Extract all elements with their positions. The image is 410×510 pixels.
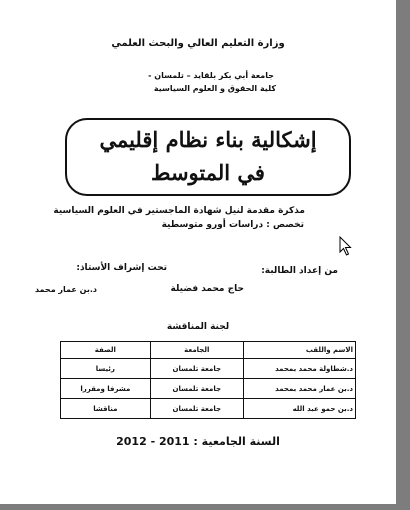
ministry-heading: وزارة التعليم العالي والبحث العلمي <box>111 38 285 49</box>
jury-member-name: د.شطاولة محمد بمحمد <box>243 359 355 379</box>
jury-member-role: مناقشا <box>61 399 151 419</box>
jury-header-role: الصفة <box>61 342 151 359</box>
academic-year: السنة الجامعية : 2011 - 2012 <box>116 435 280 448</box>
jury-header-university: الجامعة <box>150 342 243 359</box>
jury-header-name: الاسم واللقب <box>243 342 355 359</box>
student-label: من إعداد الطالبة: <box>261 266 338 276</box>
jury-member-university: جامعة تلمسان <box>150 359 243 379</box>
jury-member-university: جامعة تلمسان <box>150 379 243 399</box>
committee-title: لجنة المناقشة <box>166 322 230 332</box>
table-row <box>61 399 356 419</box>
faculty-name: كلية الحقوق و العلوم السياسية <box>153 84 276 93</box>
jury-header-row <box>61 342 356 359</box>
university-name: جامعة أبي بكر بلقايد – تلمسان - <box>148 71 274 80</box>
jury-member-name: د.بن عمار محمد بمحمد <box>243 379 355 399</box>
thesis-title-box <box>65 118 351 196</box>
supervisor-name: د.بن عمار محمد <box>34 285 97 294</box>
jury-member-role: رئيسا <box>61 359 151 379</box>
table-row <box>61 359 356 379</box>
thesis-title-line1: إشكالية بناء نظام إقليمي <box>99 127 317 152</box>
supervisor-label: تحت إشراف الأستاذ: <box>76 263 167 273</box>
student-name: حاج محمد فضيلة <box>170 284 244 294</box>
jury-member-university: جامعة تلمسان <box>150 399 243 419</box>
table-row <box>61 379 356 399</box>
thesis-title-line2: في المتوسط <box>151 160 265 185</box>
specialization-line: تخصص : دراسات أورو متوسطية <box>161 220 304 230</box>
jury-table <box>60 341 356 419</box>
jury-member-name: د.بن حمو عبد الله <box>243 399 355 419</box>
viewer-frame-bottom <box>0 504 410 510</box>
memo-description: مذكرة مقدمة لنيل شهادة الماجستير في العلوم السياسية <box>53 206 305 216</box>
jury-member-role: مشرفا ومقررا <box>61 379 151 399</box>
mouse-pointer-icon <box>339 236 353 256</box>
viewer-frame-right <box>396 0 410 510</box>
